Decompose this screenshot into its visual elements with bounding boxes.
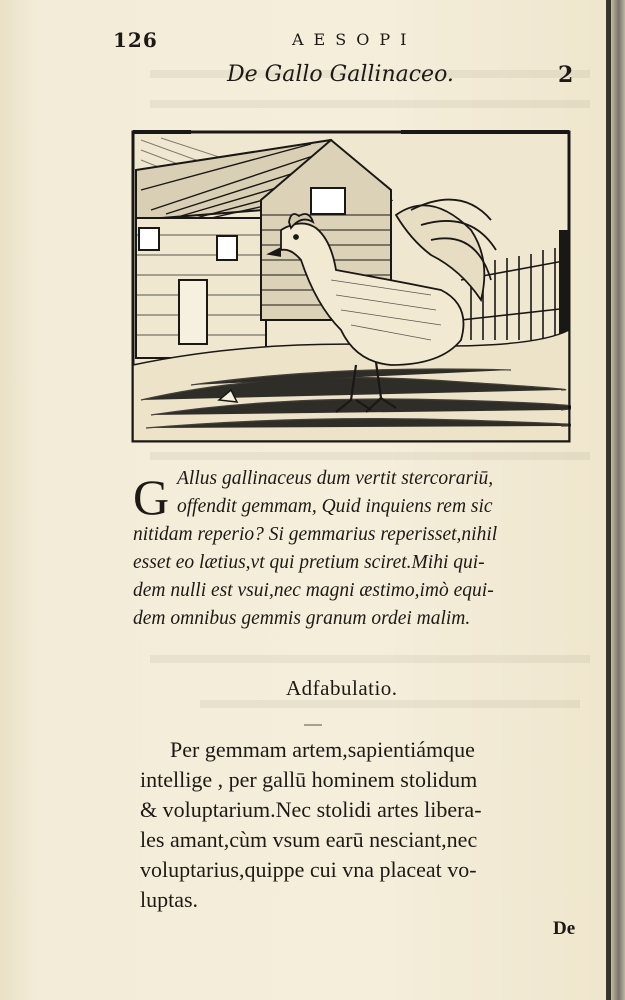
catchword: De — [553, 918, 576, 939]
moral-line: les amant,cùm vsum earū nesciant,nec — [140, 827, 478, 852]
fable-number: 2 — [558, 62, 574, 88]
moral-line: luptas. — [140, 887, 199, 912]
fable-text — [133, 465, 583, 633]
moral-heading: Adfabulatio. — [286, 676, 398, 700]
page-edge-rule — [606, 0, 611, 1000]
moral-text — [140, 735, 590, 915]
ornament-rule — [304, 724, 322, 726]
page-number: 126 — [113, 28, 158, 52]
fable-line: dem omnibus gemmis granum ordei malim. — [133, 608, 471, 629]
fable-line: esset eo lætius,vt qui pretium sciret.Mihi qui- — [133, 552, 485, 573]
fable-line: nitidam reperio? Si gemmarius reperisset,nihil — [133, 524, 498, 545]
drop-cap: G — [133, 469, 170, 525]
moral-line: voluptarius,quippe cui vna placeat vo- — [140, 857, 477, 882]
fable-line: dem nulli est vsui,nec magni æstimo,imò equi- — [133, 580, 494, 601]
moral-line: Per gemmam artem,sapientiámque — [170, 737, 475, 762]
running-head: AESOPI — [292, 30, 417, 49]
fable-title: De Gallo Gallinaceo. — [227, 62, 454, 87]
fable-line: offendit gemmam, Quid inquiens rem sic — [177, 496, 493, 517]
moral-line: & voluptarium.Nec stolidi artes libera- — [140, 797, 482, 822]
moral-line: intellige , per gallū hominem stolidum — [140, 767, 478, 792]
fable-line: Allus gallinaceus dum vertit stercorariū, — [177, 468, 494, 489]
woodcut-illustration — [131, 130, 571, 443]
